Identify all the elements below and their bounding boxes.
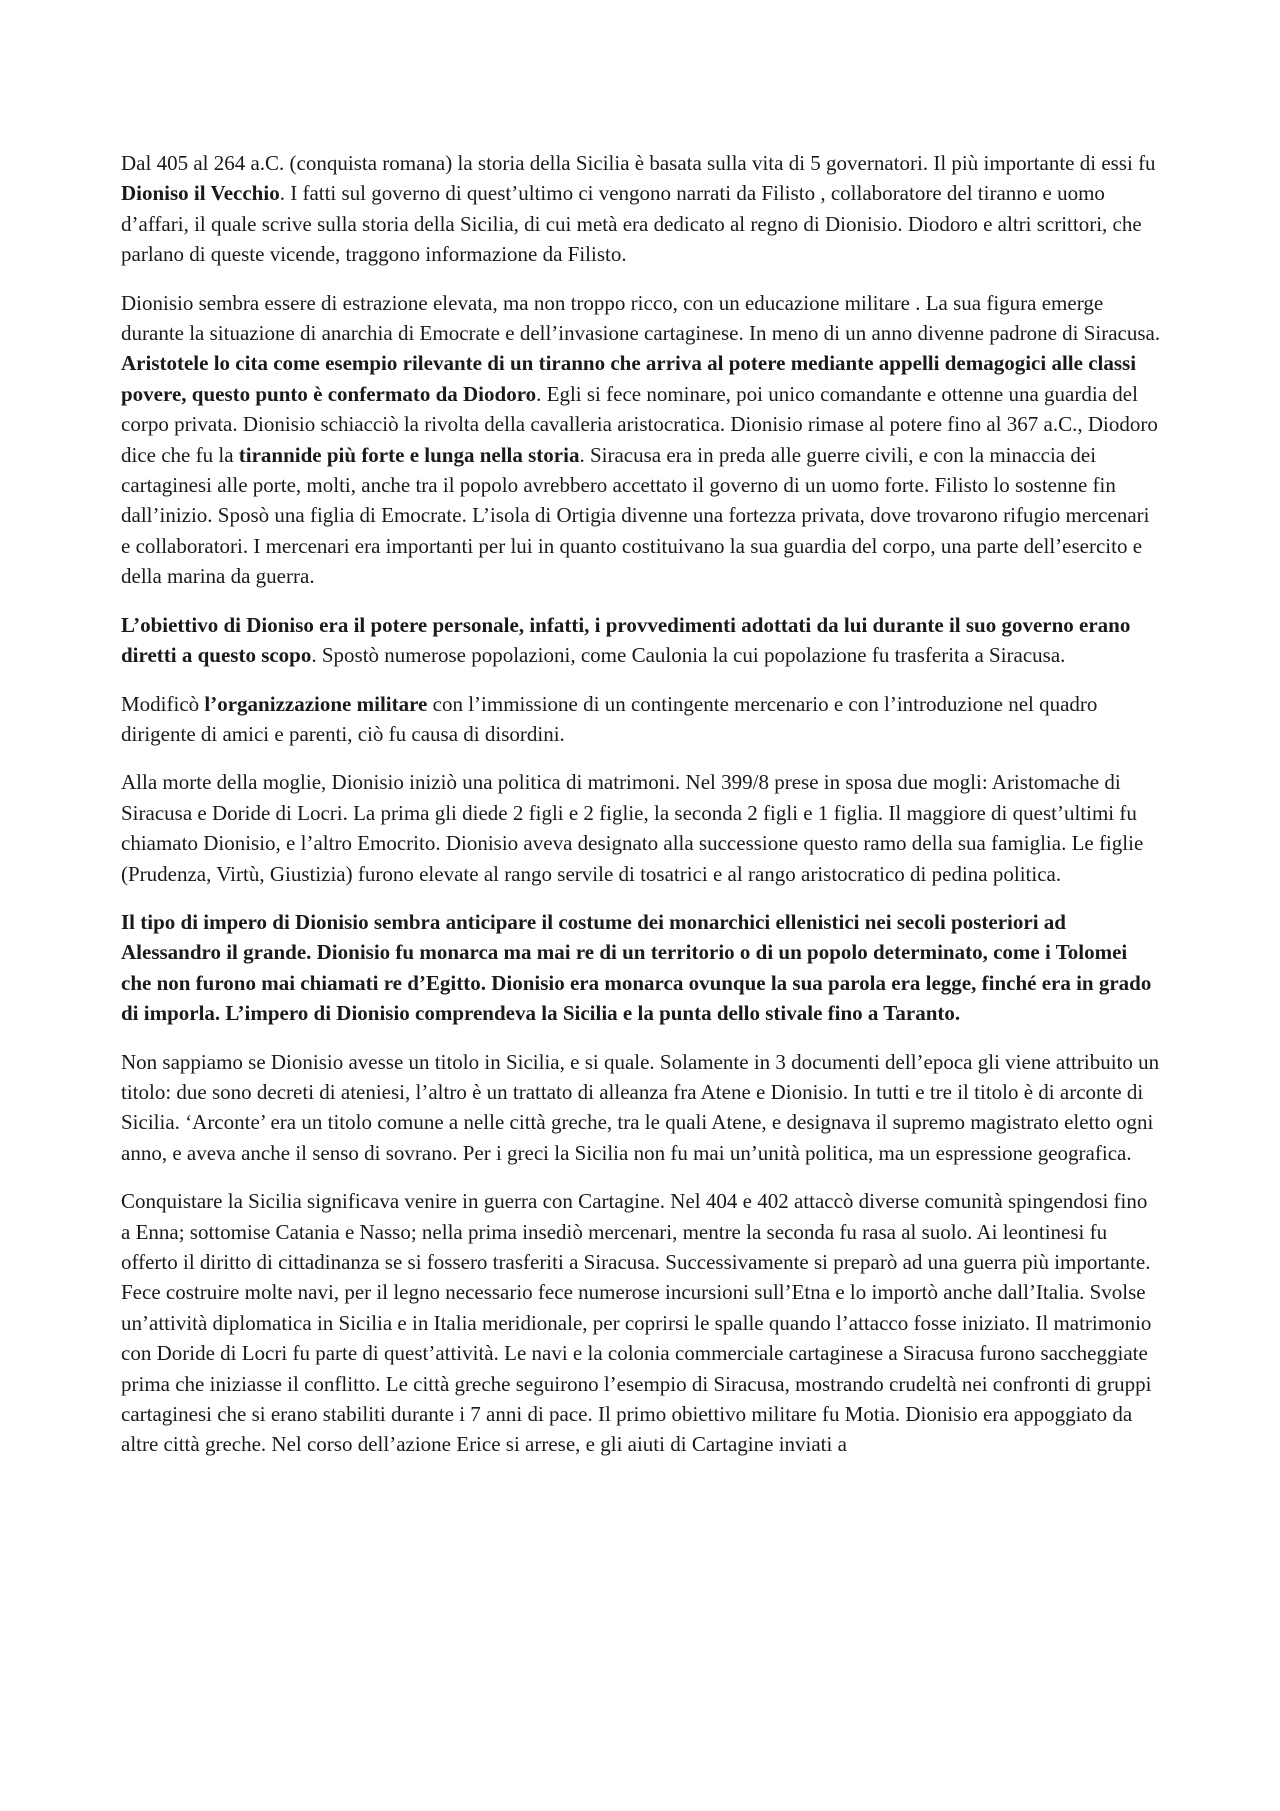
text-run: . I fatti sul governo di quest’ultimo ci vengono narrati da Filisto , collaboratore del tiranno e uomo d’affari, il quale scrive sulla storia della Sicilia, di cui metà era dedicato al regno di Dionisio. Diodoro e altri scrittori, che parlano di queste vicende, traggono informazione da Filisto. — [121, 181, 1142, 267]
text-run: . Spostò numerose popolazioni, come Caulonia la cui popolazione fu trasferita a Siracusa. — [311, 643, 1066, 668]
paragraph-7 — [121, 1047, 1161, 1169]
paragraph-3 — [121, 610, 1161, 671]
bold-text-run: tirannide più forte e lunga nella storia — [238, 442, 580, 467]
text-run: Alla morte della moglie, Dionisio iniziò una politica di matrimoni. Nel 399/8 prese in sposa due mogli: Aristomache di Siracusa e Doride di Locri. La prima gli diede 2 figli e 2 figlie, la seconda 2 figli e 1 figlia. Il maggiore di quest’ultimi fu chiamato Dionisio, e l’altro Emocrito. Dionisio aveva designato alla successione questo ramo della sua famiglia. Le figlie (Prudenza, Virtù, Giustizia) furono elevate al rango servile di tosatrici e al rango aristocratico di pedina politica. — [121, 770, 1144, 886]
text-run: con l’immissione di un contingente mercenario e con l’introduzione nel quadro dirigente di amici e parenti, ciò fu causa di disordini. — [121, 691, 1098, 746]
text-run: . Siracusa era in preda alle guerre civili, e con la minaccia dei cartaginesi alle porte, molti, anche tra il popolo avrebbero accettato il governo di un uomo forte. Filisto lo sostenne fin dall’inizio. Sposò una figlia di Emocrate. L’isola di Ortigia divenne una fortezza privata, dove trovarono rifugio mercenari e collaboratori. I mercenari era importanti per lui in quanto costituivano la sua guardia del corpo, una parte dell’esercito e della marina da guerra. — [121, 442, 1150, 589]
bold-text-run: L’obiettivo di Dioniso era il potere personale, infatti, i provvedimenti adottati da lui durante il suo governo erano diretti a questo scopo — [121, 612, 1131, 668]
bold-text-run: Il tipo di impero di Dionisio sembra anticipare il costume dei monarchici ellenistici nei secoli posteriori ad Alessandro il grande. Dionisio fu monarca ma mai re di un territorio o di un popolo determinato, come i Tolomei che non furono mai chiamati re d’Egitto. Dionisio era monarca ovunque la sua parola era legge, finché era in grado di imporla. L’impero di Dionisio comprendeva la Sicilia e la punta dello stivale fino a Taranto. — [121, 909, 1152, 1026]
paragraph-8 — [121, 1186, 1161, 1460]
paragraph-6 — [121, 907, 1161, 1029]
paragraph-1 — [121, 148, 1161, 270]
text-run: Non sappiamo se Dionisio avesse un titolo in Sicilia, e si quale. Solamente in 3 documenti dell’epoca gli viene attribuito un titolo: due sono decreti di ateniesi, l’altro è un trattato di alleanza fra Atene e Dionisio. In tutti e tre il titolo è di arconte di Sicilia. ‘Arconte’ era un titolo comune a nelle città greche, tra le quali Atene, e designava il supremo magistrato eletto ogni anno, e aveva anche il senso di sovrano. Per i greci la Sicilia non fu mai un’unità politica, ma un espressione geografica. — [121, 1049, 1160, 1165]
bold-text-run: Aristotele lo cita come esempio rilevante di un tiranno che arriva al potere mediante appelli demagogici alle classi povere, questo punto è confermato da Diodoro — [121, 351, 1137, 406]
bold-text-run: Dioniso il Vecchio — [121, 181, 280, 206]
paragraph-4 — [121, 689, 1161, 750]
document-page — [121, 148, 1161, 1478]
paragraph-2 — [121, 288, 1161, 592]
text-run: Modificò — [121, 691, 205, 716]
text-run: Dal 405 al 264 a.C. (conquista romana) la storia della Sicilia è basata sulla vita di 5 governatori. Il più importante di essi fu — [121, 151, 1156, 175]
bold-text-run: l’organizzazione militare — [204, 691, 428, 716]
paragraph-5 — [121, 767, 1161, 889]
text-run: Dionisio sembra essere di estrazione elevata, ma non troppo ricco, con un educazione militare . La sua figura emerge durante la situazione di anarchia di Emocrate e dell’invasione cartaginese. In meno di un anno divenne padrone di Siracusa. — [121, 290, 1161, 346]
text-run: Conquistare la Sicilia significava venire in guerra con Cartagine. Nel 404 e 402 attaccò diverse comunità spingendosi fino a Enna; sottomise Catania e Nasso; nella prima insediò mercenari, mentre la seconda fu rasa al suolo. Ai leontinesi fu offerto il diritto di cittadinanza se si fossero trasferiti a Siracusa. Successivamente si preparò ad una guerra più importante. Fece costruire molte navi, per il legno necessario fece numerose incursioni sull’Etna e lo importò anche dall’Italia. Svolse un’attività diplomatica in Sicilia e in Italia meridionale, per coprirsi le spalle quando l’attacco fosse iniziato. Il matrimonio con Doride di Locri fu parte di quest’attività. Le navi e la colonia commerciale cartaginese a Siracusa furono saccheggiate prima che iniziasse il conflitto. Le città greche seguirono l’esempio di Siracusa, mostrando crudeltà nei confronti di gruppi cartaginesi che si erano stabiliti durante i 7 anni di pace. Il primo obiettivo militare fu Motia. Dionisio era appoggiato da altre città greche. Nel corso dell’azione Erice si arrese, e gli aiuti di Cartagine inviati a — [121, 1189, 1152, 1457]
text-run: . Egli si fece nominare, poi unico comandante e ottenne una guardia del corpo privata. Dionisio schiacciò la rivolta della cavalleria aristocratica. Dionisio rimase al potere fino al 367 a.C., Diodoro dice che fu la — [121, 381, 1158, 467]
